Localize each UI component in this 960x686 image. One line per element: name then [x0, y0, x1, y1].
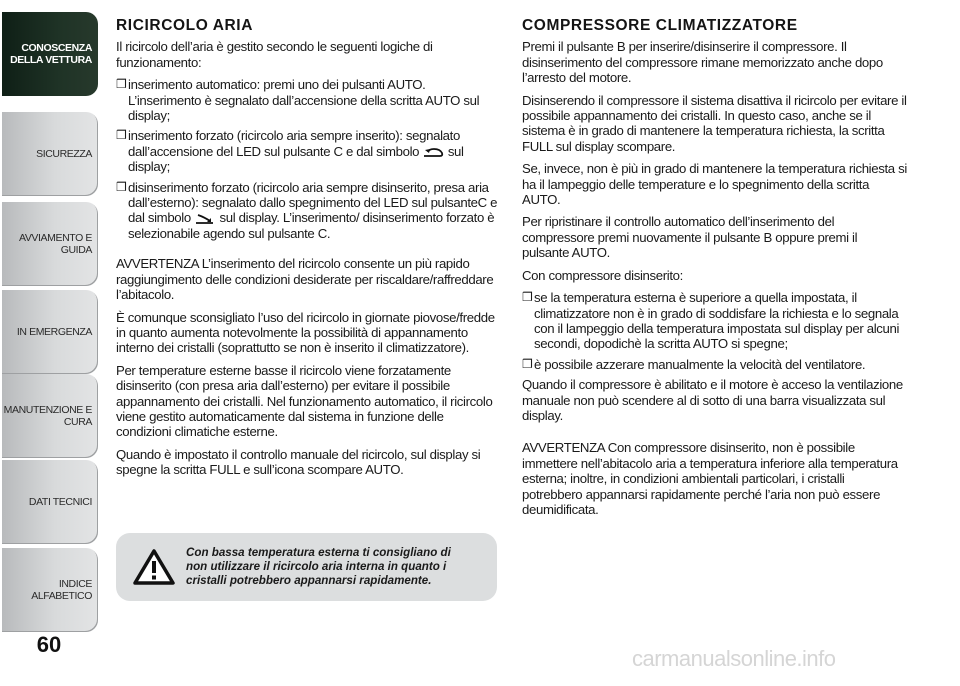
page-number: 60 [36, 632, 62, 657]
section-title-ricircolo: RICIRCOLO ARIA [116, 17, 253, 34]
list-item [116, 180, 501, 242]
paragraph: Quando il compressore è abilitato e il motore è acceso la ventilazione manuale non può scendere al di sotto di una barra visualizzata sul display. [522, 377, 903, 423]
warning-triangle-icon [124, 548, 184, 586]
outside-air-icon [194, 213, 216, 225]
list-item-text: è possibile azzerare manualmente la velocità del ventilatore. [534, 356, 866, 372]
section-title-compressore: COMPRESSORE CLIMATIZZATORE [522, 17, 798, 34]
list-item-text: inserimento forzato (ricircolo aria sempre inserito): segnalato dall’accensione del LED sul pulsante C e dal simbolo [128, 128, 460, 159]
list-item [522, 357, 907, 372]
paragraph: Per temperature esterne basse il ricircolo viene forzatamente disinserito (con presa aria dall’esterno) per evitare il possibile appannamento dei cristalli. Nel funzionamento automatico, il ricircolo viene gestito automaticamente dal sistema in funzione delle condizioni climatiche esterne. [116, 362, 493, 440]
list-item-text: se la temperatura esterna è superiore a quella impostata, il climatizzatore non è in grado di soddisfare la richiesta e lo segnala con il lampeggio della temperatura impostata sul display per alcuni secondi, dopodichè la scritta AUTO si spegne; [534, 290, 900, 352]
tab-label: DATI TECNICI [28, 496, 92, 508]
list-item-text: disinserimento forzato (ricircolo aria sempre disinserito, presa aria dall’esterno): segnalato dallo spegnimento del LED sul pulsanteC e dal simbolo [128, 179, 498, 226]
paragraph: Se, invece, non è più in grado di mantenere la temperatura richiesta si ha il lampeggio delle temperature e lo spegnimento della scritta AUTO. [522, 161, 907, 208]
recirculation-icon [422, 146, 444, 158]
paragraph: AVVERTENZA Con compressore disinserito, non è possibile immettere nell’abitacolo aria a temperatura inferiore alla temperatura esterna; inoltre, in condizioni ambientali particolari, i cristalli potrebbero appannarsi rapidamente perché l’aria non può essere deumidificata. [522, 440, 898, 517]
paragraph: Per ripristinare il controllo automatico dell’inserimento del compressore premi nuovamente il pulsante B oppure premi il pulsante AUTO. [522, 214, 858, 261]
list-item [116, 77, 501, 123]
paragraph: Disinserendo il compressore il sistema disattiva il ricircolo per evitare il possibile appannamento dei cristalli. In questo caso, anche se il sistema è in grado di mantenere la temperatura richiesta, la scritta FULL sul display scompare. [522, 92, 907, 154]
tab-avviamento-guida[interactable] [2, 202, 98, 286]
tab-dati-tecnici[interactable] [2, 460, 98, 544]
left-column [116, 14, 501, 485]
tab-in-emergenza[interactable] [2, 290, 98, 374]
checkbox-bullet-icon: ❒ [116, 179, 127, 194]
paragraph: Con compressore disinserito: [522, 267, 683, 283]
warning-text: Con bassa temperatura esterna ti consigliano di non utilizzare il ricircolo aria interna in quanto i cristalli potrebbero appannarsi rapidamente. [186, 546, 451, 587]
tab-label: AVVIAMENTO E GUIDA [19, 232, 92, 256]
watermark: carmanualsonline.info [632, 646, 836, 671]
list-item [522, 290, 907, 352]
list-item [116, 128, 501, 174]
warning-box [116, 533, 497, 601]
right-column [522, 14, 907, 524]
checkbox-bullet-icon: ❒ [116, 77, 127, 92]
tab-sicurezza[interactable] [2, 112, 98, 196]
tab-label: IN EMERGENZA [16, 326, 92, 338]
paragraph: Quando è impostato il controllo manuale del ricircolo, sul display si spegne la scritta FULL e sull’icona scompare AUTO. [116, 446, 481, 478]
checkbox-bullet-icon: ❒ [522, 290, 533, 305]
tab-label: CONOSCENZA DELLA VETTURA [10, 42, 92, 66]
checkbox-bullet-icon: ❒ [522, 356, 533, 371]
sidebar-nav [0, 0, 100, 686]
paragraph: AVVERTENZA L’inserimento del ricircolo consente un più rapido raggiungimento delle condizioni desiderate per riscaldare/raffreddare l’abitacolo. [116, 256, 494, 303]
paragraph: È comunque sconsigliato l’uso del ricircolo in giornate piovose/fredde in quanto aumenta notevolmente la possibilità di appannamento interno dei cristalli (soprattutto se non è inserito il climatizzatore). [116, 309, 495, 356]
checkbox-bullet-icon: ❒ [116, 128, 127, 143]
tab-conoscenza-vettura[interactable] [2, 12, 98, 96]
list-item-text: inserimento automatico: premi uno dei pulsanti AUTO. L’inserimento è segnalato dall’accensione della scritta AUTO sul display; [128, 77, 480, 124]
tab-manutenzione-cura[interactable] [2, 374, 98, 458]
list-item-text: sul display. L’inserimento/ disinserimento forzato è selezionabile agendo sul pulsante C. [128, 210, 495, 241]
tab-label: INDICE ALFABETICO [31, 578, 92, 602]
tab-indice-alfabetico[interactable] [2, 548, 98, 632]
paragraph: Il ricircolo dell’aria è gestito secondo le seguenti logiche di funzionamento: [116, 39, 433, 70]
paragraph: Premi il pulsante B per inserire/disinserire il compressore. Il disinserimento del compressore rimane memorizzato anche dopo l’arresto del motore. [522, 39, 883, 86]
tab-label: SICUREZZA [36, 148, 92, 160]
tab-label: MANUTENZIONE E CURA [3, 404, 92, 428]
list-item-text: sul display; [128, 143, 464, 175]
